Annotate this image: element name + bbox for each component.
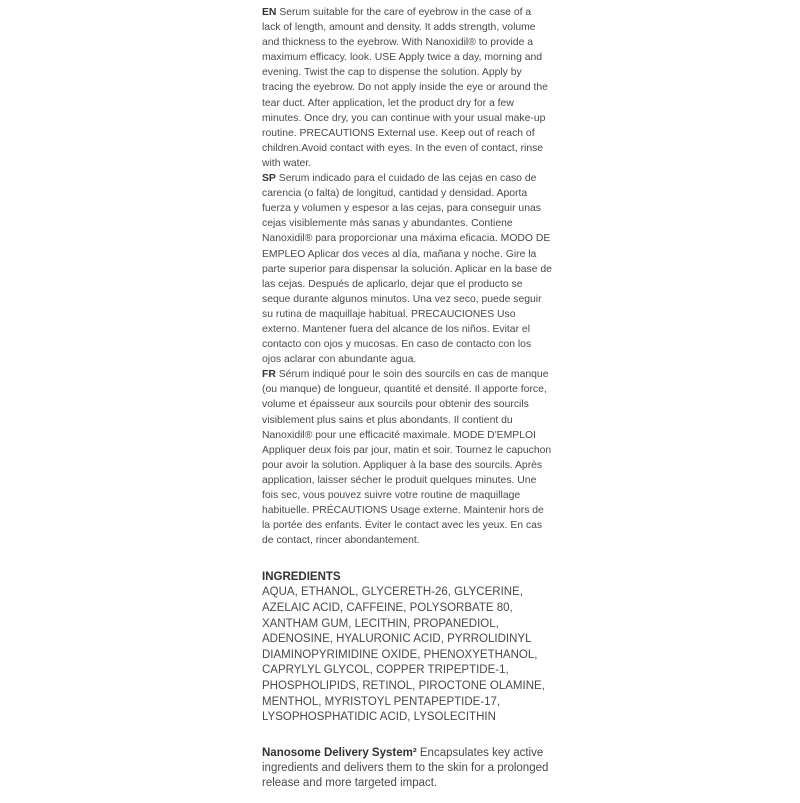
english-section	[262, 5, 552, 171]
french-description: Sérum indiqué pour le soin des sourcils en cas de manque (ou manque) de longueur, quantité et densité. Il apporte force, volume et épaisseur aux sourcils pour obtenir des sourcils visiblement plus sains et plus abondants. Il contient du Nanoxidil® pour une efficacité maximale. MODE D'EMPLOI Appliquer deux fois par jour, matin et soir. Tournez le capuchon pour avoir la solution. Appliquer à la base des sourcils. Après application, laisser sécher le produit quelques minutes. Une fois sec, vous pouvez suivre votre routine de maquillage habituelle. PRÉCAUTIONS Usage externe. Maintenir hors de la portée des enfants. Éviter le contact avec les yeux. En cas de contact, rincer abondantement.	[262, 369, 552, 547]
french-section	[262, 367, 552, 548]
spanish-section	[262, 171, 552, 367]
spanish-code: SP	[262, 173, 276, 185]
nanosome-title: Nanosome Delivery System²	[262, 746, 417, 759]
french-code: FR	[262, 369, 276, 381]
ingredients-list: AQUA, ETHANOL, GLYCERETH-26, GLYCERINE, AZELAIC ACID, CAFFEINE, POLYSORBATE 80, XANTHAM GUM, LECITHIN, PROPANEDIOL, ADENOSINE, HYALURONIC ACID, PYRROLIDINYL DIAMINOPYRIMIDINE OXIDE, PHENOXYETHANOL, CAPRYLYL GLYCOL, COPPER TRIPEPTIDE-1, PHOSPHOLIPIDS, RETINOL, PIROCTONE OLAMINE, MENTHOL, MYRISTOYL PENTAPEPTIDE-17, LYSOPHOSPHATIDIC ACID, LYSOLECITHIN	[262, 586, 545, 724]
english-description: Serum suitable for the care of eyebrow in the case of a lack of length, amount and density. It adds strength, volume and thickness to the eyebrow. With Nanoxidil® to provide a maximum efficacy. look. USE Apply twice a day, morning and evening. Twist the cap to dispense the solution. Apply by tracing the eyebrow. Do not apply inside the eye or around the tear duct. After application, let the product dry for a few minutes. Once dry, you can continue with your usual make-up routine. PRECAUTIONS External use. Keep out of reach of children.Avoid contact with eyes. In the even of contact, rinse with water.	[262, 7, 548, 169]
ingredients-title: INGREDIENTS	[262, 571, 341, 584]
english-code: EN	[262, 7, 277, 18]
nanosome-section	[262, 746, 552, 792]
ingredients-section	[262, 570, 552, 725]
product-label-text	[262, 5, 552, 803]
spanish-description: Serum indicado para el cuidado de las cejas en caso de carencia (o falta) de longitud, cantidad y densidad. Aporta fuerza y volumen y espesor a las cejas, para conseguir unas cejas visiblemente más sanas y abundantes. Contiene Nanoxidil® para proporcionar una máxima eficacia. MODO DE EMPLEO Aplicar dos veces al día, mañana y noche. Gire la parte superior para dispensar la solución. Aplicar en la base de las cejas. Después de aplicarlo, dejar que el producto se seque durante algunos minutos. Una vez seco, puede seguir su rutina de maquillaje habitual. PRECAUCIONES Uso externo. Mantener fuera del alcance de los niños. Evitar el contacto con ojos y mucosas. En caso de contacto con los ojos aclarar con abundante agua.	[262, 173, 552, 366]
nanosome-description: Encapsulates key active ingredients and delivers them to the skin for a prolonged release and more targeted impact.	[262, 746, 549, 790]
